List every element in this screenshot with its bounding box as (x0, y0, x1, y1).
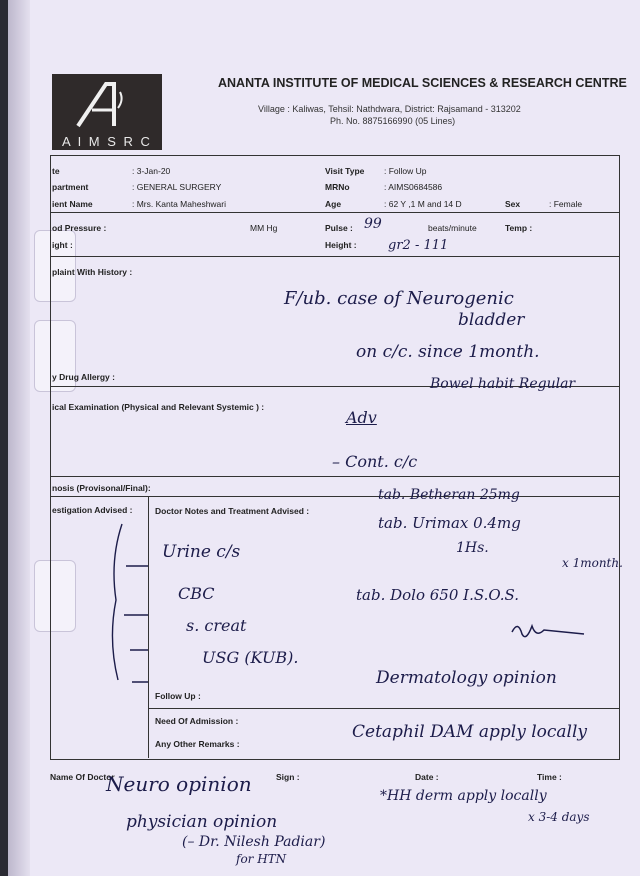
hw-physician: physician opinion (126, 812, 278, 832)
logo-a-icon (70, 80, 142, 128)
hw-hh-2: x 3-4 days (528, 810, 590, 824)
hw-inv-4: USG (KUB). (202, 648, 299, 667)
mrno-value: : AIMS0684586 (384, 182, 443, 192)
pulse-label: Pulse : (325, 223, 353, 233)
mrno-label: MRNo (325, 182, 350, 192)
sex-label: Sex (505, 199, 521, 209)
hw-complaint-3: on c/c. since 1month. (356, 342, 540, 362)
date-value: : 3-Jan-20 (132, 166, 171, 176)
investigation-bracket (102, 520, 162, 690)
height-label: Height : (325, 240, 357, 250)
hw-pulse: 99 (364, 216, 382, 232)
bp-unit: MM Hg (250, 223, 278, 233)
institute-phone: Ph. No. 8875166990 (05 Lines) (330, 116, 456, 126)
age-label: Age (325, 199, 342, 209)
hw-dr-name: (– Dr. Nilesh Padiar) (182, 834, 326, 850)
temp-label: Temp : (505, 223, 533, 233)
visit-type-value: : Follow Up (384, 166, 427, 176)
hw-exam-1: Adv (346, 408, 377, 427)
other-remarks-label: Any Other Remarks : (155, 739, 240, 749)
logo-text: A I M S R C (62, 134, 152, 149)
date2-label: Date : (415, 772, 439, 782)
department-value: : GENERAL SURGERY (132, 182, 222, 192)
hw-neuro: Neuro opinion (106, 772, 252, 796)
pulse-unit: beats/minute (428, 223, 477, 233)
department-label: partment (52, 182, 89, 192)
diagnosis-label: nosis (Provisonal/Final): (52, 483, 151, 493)
hw-rx-3: tab. Dolo 650 I.S.O.S. (356, 586, 520, 604)
need-admission-label: Need Of Admission : (155, 716, 239, 726)
date-label: te (52, 166, 60, 176)
hw-rx-1: tab. Betheran 25mg (378, 487, 520, 503)
hw-complaint-4: Bowel habit Regular (430, 376, 576, 392)
hw-derma: Dermatology opinion (376, 668, 557, 688)
institute-name: ANANTA INSTITUTE OF MEDICAL SCIENCES & RESEARCH CENTRE (218, 76, 627, 90)
bp-label: od Pressure : (52, 223, 107, 233)
hw-cetaphil: Cetaphil DAM apply locally (352, 722, 588, 742)
patient-name-value: : Mrs. Kanta Maheshwari (132, 199, 227, 209)
patient-name-label: ient Name (52, 199, 93, 209)
institute-address: Village : Kaliwas, Tehsil: Nathdwara, District: Rajsamand - 313202 (258, 104, 521, 114)
hw-inv-1: Urine c/s (162, 542, 241, 562)
hw-height: gr2 - 111 (388, 238, 449, 253)
hw-exam-2: – Cont. c/c (332, 452, 418, 471)
follow-up-label: Follow Up : (155, 691, 201, 701)
clinical-exam-label: ical Examination (Physical and Relevant Systemic ) : (52, 402, 265, 412)
hw-complaint-2: bladder (458, 310, 525, 330)
divider (148, 708, 620, 709)
divider (50, 496, 620, 497)
doctor-notes-label: Doctor Notes and Treatment Advised : (155, 506, 310, 516)
visit-type-label: Visit Type (325, 166, 365, 176)
sign-label: Sign : (276, 772, 300, 782)
time-label: Time : (537, 772, 562, 782)
hw-inv-2: CBC (178, 584, 215, 603)
page-edge (8, 0, 30, 876)
doctor-name-label: Name Of Doctor (50, 772, 115, 782)
divider (50, 476, 620, 477)
hw-rx-2b: 1Hs. (456, 540, 489, 556)
signature-scribble (508, 618, 588, 644)
investigation-label: estigation Advised : (52, 505, 133, 515)
hw-rx-2: tab. Urimax 0.4mg (378, 514, 521, 532)
divider (50, 256, 620, 257)
sex-value: : Female (549, 199, 583, 209)
hw-for-hm: for HTN (236, 852, 287, 866)
drug-allergy-label: y Drug Allergy : (52, 372, 115, 382)
hw-inv-3: s. creat (186, 616, 247, 635)
hw-rx-2c: x 1month. (562, 556, 623, 570)
divider (50, 212, 620, 213)
hw-hh-1: *HH derm apply locally (380, 788, 547, 804)
age-value: : 62 Y ,1 M and 14 D (384, 199, 462, 209)
complaint-label: plaint With History : (52, 267, 133, 277)
hw-complaint-1: F/ub. case of Neurogenic (284, 288, 514, 309)
weight-label: ight : (52, 240, 73, 250)
